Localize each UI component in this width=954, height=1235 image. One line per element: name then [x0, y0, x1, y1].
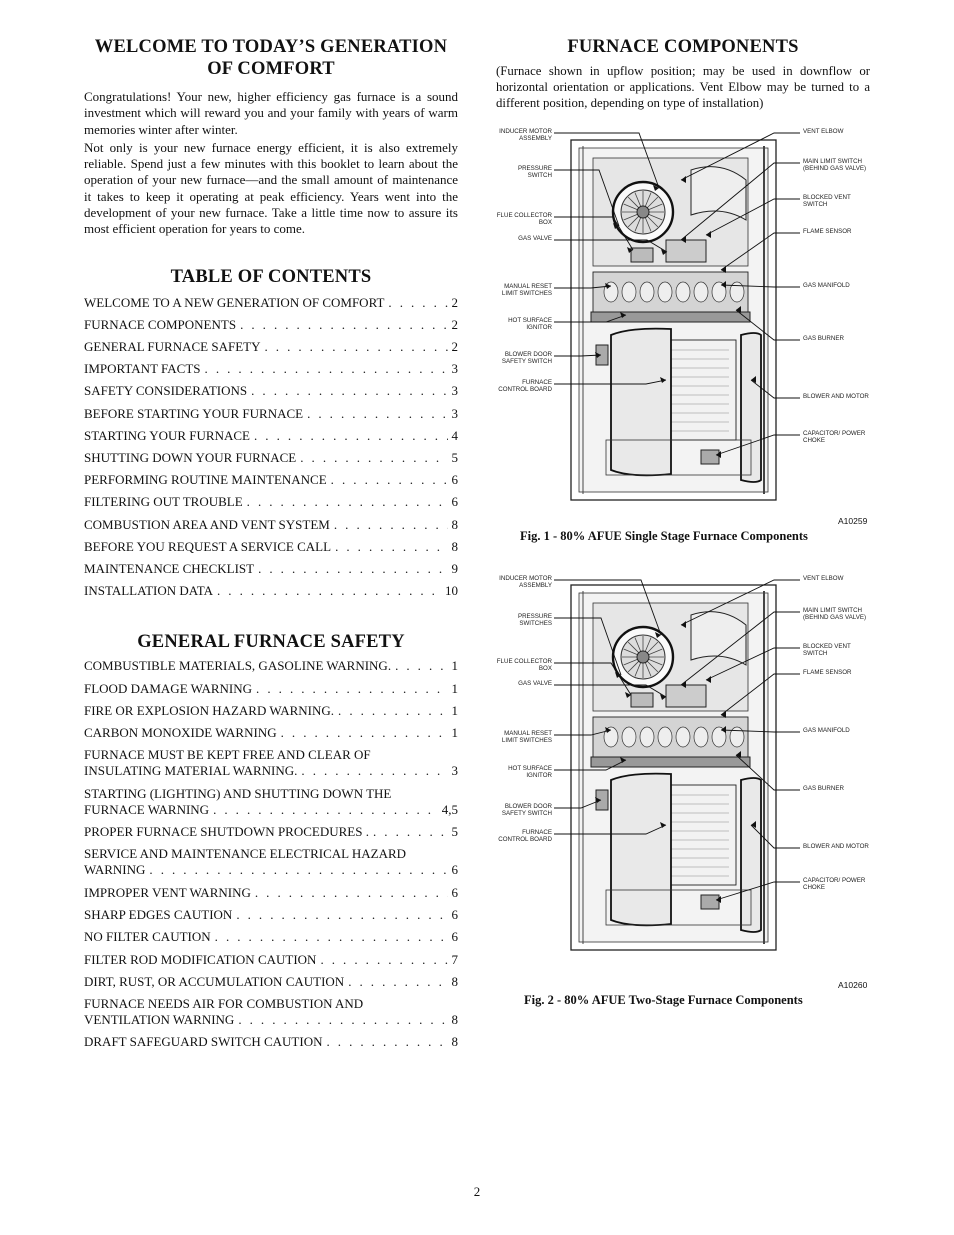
toc-entry [84, 747, 458, 779]
toc-entry-text: WELCOME TO A NEW GENERATION OF COMFORT [84, 294, 385, 310]
toc-entry [84, 1034, 458, 1050]
toc-entry-text: SHARP EDGES CAUTION [84, 906, 233, 922]
dot-leader [258, 561, 447, 577]
toc-entry-page: 8 [451, 973, 458, 989]
toc-entry-text: SAFETY CONSIDERATIONS [84, 383, 248, 399]
dot-leader [205, 361, 448, 377]
dot-leader [217, 583, 441, 599]
dot-leader [264, 339, 447, 355]
toc-entry-text: FURNACE COMPONENTS [84, 316, 237, 332]
callout-label: FLAME SENSOR [803, 669, 852, 676]
callout-label: BLOWER DOOR SAFETY SWITCH [501, 351, 552, 365]
toc-entry-page: 3 [451, 361, 458, 377]
left-column [84, 36, 458, 1057]
toc-entry [84, 786, 458, 818]
welcome-paragraph-1: Congratulations! Your new, higher efficiency gas furnace is a sound investment which will reward you and your family with years of warm memories winter after winter. [84, 89, 458, 137]
toc-entry [84, 450, 458, 466]
toc-entry-page: 1 [451, 680, 458, 696]
callout-label: MANUAL RESET LIMIT SWITCHES [501, 283, 552, 297]
dot-leader [373, 824, 448, 840]
toc-entry-text: VENTILATION WARNING [84, 1012, 235, 1028]
toc-entry-page: 5 [451, 824, 458, 840]
toc-entry-page: 1 [451, 702, 458, 718]
toc-entry-page: 7 [451, 951, 458, 967]
toc-entry-page: 8 [451, 1012, 458, 1028]
toc-entry-text: PROPER FURNACE SHUTDOWN PROCEDURES . [84, 824, 369, 840]
callout-label: HOT SURFACE IGNITOR [508, 317, 552, 331]
figure-1 [496, 120, 876, 550]
dot-leader [335, 539, 447, 555]
toc-entry [84, 952, 458, 968]
toc-entry-line1: FURNACE MUST BE KEPT FREE AND CLEAR OF [84, 747, 371, 763]
toc-entry-page: 6 [451, 472, 458, 488]
dot-leader [395, 658, 447, 674]
callout-label: HOT SURFACE IGNITOR [508, 765, 552, 779]
callout-label: VENT ELBOW [803, 575, 844, 582]
dot-leader [320, 952, 447, 968]
right-column [496, 36, 870, 113]
dot-leader [254, 428, 448, 444]
callout-label: MAIN LIMIT SWITCH (BEHIND GAS VALVE) [803, 158, 867, 172]
toc-entry [84, 317, 458, 333]
callout-label: GAS BURNER [803, 335, 844, 342]
toc-entry-page: 3 [451, 405, 458, 421]
toc-entry-text: BEFORE STARTING YOUR FURNACE [84, 405, 304, 421]
toc-entry-page: 6 [451, 884, 458, 900]
callout-label: GAS MANIFOLD [803, 727, 850, 734]
toc-entry-page: 4 [451, 427, 458, 443]
toc-entry [84, 361, 458, 377]
callout-label: FLAME SENSOR [803, 228, 852, 235]
toc-entry-page: 3 [451, 763, 458, 779]
toc-entry [84, 539, 458, 555]
dot-leader [300, 450, 447, 466]
callout-label: VENT ELBOW [803, 128, 844, 135]
dot-leader [251, 383, 447, 399]
toc-entry-text: SHUTTING DOWN YOUR FURNACE [84, 449, 297, 465]
callout-label: GAS VALVE [518, 680, 552, 687]
callout-label: FURNACE CONTROL BOARD [498, 379, 552, 393]
figure-caption: Fig. 2 - 80% AFUE Two-Stage Furnace Components [524, 993, 803, 1007]
toc-entry-page: 3 [451, 383, 458, 399]
toc-entry-page: 5 [451, 449, 458, 465]
toc-entry-page: 2 [451, 294, 458, 310]
welcome-title-line2: OF COMFORT [207, 59, 335, 79]
callout-label: GAS MANIFOLD [803, 282, 850, 289]
toc-entry-page: 1 [451, 725, 458, 741]
safety-title: GENERAL FURNACE SAFETY [137, 632, 405, 653]
toc-entry-text: FILTERING OUT TROUBLE [84, 494, 243, 510]
toc-entry-line1: FURNACE NEEDS AIR FOR COMBUSTION AND [84, 996, 364, 1012]
toc-entry [84, 725, 458, 741]
toc-entry-page: 1 [451, 658, 458, 674]
dot-leader [348, 974, 447, 990]
toc-entry [84, 561, 458, 577]
toc-entry-page: 9 [451, 560, 458, 576]
toc-entry-text: INSULATING MATERIAL WARNING. [84, 763, 298, 779]
toc-entry-text: FILTER ROD MODIFICATION CAUTION [84, 951, 317, 967]
toc-entry [84, 929, 458, 945]
figure-id: A10260 [838, 980, 868, 990]
toc-entry [84, 824, 458, 840]
dot-leader [388, 295, 447, 311]
callout-label: PRESSURE SWITCHES [517, 613, 552, 627]
toc-entry-text: IMPORTANT FACTS [84, 361, 201, 377]
welcome-title-line1: WELCOME TO TODAY’S GENERATION [94, 37, 448, 57]
toc-entry [84, 383, 458, 399]
toc-entry [84, 295, 458, 311]
toc-entry-page: 2 [451, 316, 458, 332]
toc-entry [84, 846, 458, 878]
toc-entry-text: MAINTENANCE CHECKLIST [84, 560, 255, 576]
toc-entry-text: STARTING YOUR FURNACE [84, 427, 250, 443]
figure-2 [496, 565, 876, 1015]
toc-entry-text: GENERAL FURNACE SAFETY [84, 339, 261, 355]
toc-entry-text: COMBUSTIBLE MATERIALS, GASOLINE WARNING. [84, 658, 392, 674]
dot-leader [215, 929, 448, 945]
dot-leader [334, 517, 448, 533]
dot-leader [236, 907, 447, 923]
callout-label: FURNACE CONTROL BOARD [498, 829, 552, 843]
toc-entry-text: BEFORE YOU REQUEST A SERVICE CALL [84, 538, 332, 554]
callout-label: PRESSURE SWITCH [517, 165, 552, 179]
callout-label: FLUE COLLECTOR BOX [496, 658, 552, 672]
callout-label: BLOWER AND MOTOR [803, 393, 869, 400]
toc-entry-text: COMBUSTION AREA AND VENT SYSTEM [84, 516, 330, 532]
callout-label: CAPACITOR/ POWER CHOKE [803, 430, 866, 444]
callout-label: BLOWER AND MOTOR [803, 843, 869, 850]
toc-entry [84, 472, 458, 488]
components-intro: (Furnace shown in upflow position; may be used in downflow or horizontal orientation or applications. Vent Elbow may be turned to a different position, depending on type of installation) [496, 64, 870, 110]
toc-entry-page: 8 [451, 1034, 458, 1050]
callout-label: BLOWER DOOR SAFETY SWITCH [501, 803, 552, 817]
toc-entry [84, 658, 458, 674]
callout-label: CAPACITOR/ POWER CHOKE [803, 877, 866, 891]
page-number: 2 [473, 1184, 481, 1199]
dot-leader [307, 406, 447, 422]
dot-leader [256, 681, 447, 697]
callout-label: INDUCER MOTOR ASSEMBLY [499, 575, 552, 589]
toc-entry-page: 2 [451, 339, 458, 355]
toc-entry-page: 6 [451, 862, 458, 878]
toc-entry-page: 10 [445, 583, 458, 599]
toc-entry-text: CARBON MONOXIDE WARNING [84, 725, 277, 741]
toc-entry-page: 8 [451, 516, 458, 532]
toc-entry [84, 428, 458, 444]
dot-leader [255, 885, 448, 901]
welcome-paragraph-2: Not only is your new furnace energy efficient, it is also extremely reliable. Spend just a few minutes with this booklet to learn about the operation of your new furnace—and the small amount of maintenance it takes to keep it operating at peak efficiency. Years went into the development of your new furnace. Take a little time now to assure its most efficient operation for years to come. [84, 139, 458, 237]
callout-label: INDUCER MOTOR ASSEMBLY [499, 128, 552, 142]
toc-entry [84, 681, 458, 697]
toc-entry-text: NO FILTER CAUTION [84, 929, 211, 945]
toc-entry-page: 6 [451, 906, 458, 922]
toc-entry [84, 885, 458, 901]
toc-entry-text: DRAFT SAFEGUARD SWITCH CAUTION [84, 1034, 323, 1050]
dot-leader [213, 802, 438, 818]
welcome-title [84, 36, 458, 80]
toc-entry [84, 974, 458, 990]
toc-entry-line1: SERVICE AND MAINTENANCE ELECTRICAL HAZARD [84, 846, 407, 862]
toc-title: TABLE OF CONTENTS [170, 266, 372, 287]
callout-label: MANUAL RESET LIMIT SWITCHES [501, 730, 552, 744]
figure-caption: Fig. 1 - 80% AFUE Single Stage Furnace Components [520, 529, 808, 543]
toc-entry [84, 996, 458, 1028]
toc-entry-text: WARNING [84, 862, 146, 878]
toc-entry [84, 339, 458, 355]
toc-entry-text: FURNACE WARNING [84, 801, 210, 817]
toc-entry [84, 406, 458, 422]
callout-label: GAS VALVE [518, 235, 552, 242]
dot-leader [240, 317, 447, 333]
callout-label: FLUE COLLECTOR BOX [496, 212, 552, 226]
callout-label: BLOCKED VENT SWITCH [803, 643, 851, 657]
toc-entry-page: 6 [451, 929, 458, 945]
toc-entry-text: IMPROPER VENT WARNING [84, 884, 251, 900]
dot-leader [149, 862, 447, 878]
dot-leader [331, 472, 448, 488]
components-title: FURNACE COMPONENTS [567, 37, 799, 57]
dot-leader [247, 494, 448, 510]
safety-list [84, 658, 458, 1050]
toc-entry-text: PERFORMING ROUTINE MAINTENANCE [84, 472, 327, 488]
toc-entry-text: FIRE OR EXPLOSION HAZARD WARNING. [84, 702, 335, 718]
toc-entry-page: 4,5 [441, 801, 458, 817]
toc-entry [84, 494, 458, 510]
dot-leader [338, 703, 447, 719]
callout-label: BLOCKED VENT SWITCH [803, 194, 851, 208]
toc-entry [84, 517, 458, 533]
toc-entry-page: 8 [451, 538, 458, 554]
dot-leader [301, 763, 447, 779]
figure-id: A10259 [838, 516, 868, 526]
toc-entry-page: 6 [451, 494, 458, 510]
toc-entry-line1: STARTING (LIGHTING) AND SHUTTING DOWN THE [84, 785, 392, 801]
toc-entry [84, 907, 458, 923]
toc-entry-text: FLOOD DAMAGE WARNING [84, 680, 253, 696]
toc-entry [84, 583, 458, 599]
callout-label: MAIN LIMIT SWITCH (BEHIND GAS VALVE) [803, 607, 867, 621]
dot-leader [238, 1012, 447, 1028]
dot-leader [281, 725, 448, 741]
toc-list [84, 295, 458, 599]
toc-entry-text: DIRT, RUST, OR ACCUMULATION CAUTION [84, 973, 345, 989]
toc-entry-text: INSTALLATION DATA [84, 583, 213, 599]
dot-leader [326, 1034, 447, 1050]
callout-label: GAS BURNER [803, 785, 844, 792]
toc-entry [84, 703, 458, 719]
